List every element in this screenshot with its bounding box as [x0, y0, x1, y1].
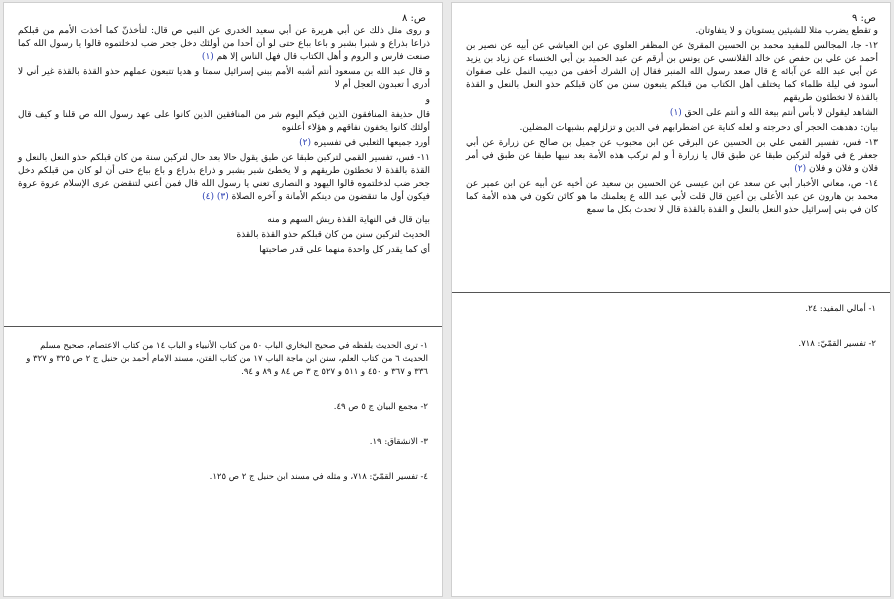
paragraph: بيان: دهدهت الحجر أي دحرجته و لعله كناية عن اضطرابهم في الدين و تزلزلهم بشبهات المضلين. [519, 123, 878, 133]
page-body [18, 25, 430, 259]
footnote-separator [452, 292, 890, 293]
footnote-ref[interactable]: (٤) [202, 192, 214, 202]
paragraph: و قال عبد الله بن مسعود أنتم أشبه الأمم ببني إسرائيل سمتا و هديا تتبعون عملهم حذو القذة بالقذة غير أني لا أدري أ تعبدون العجل أم لا [18, 67, 430, 90]
paragraph: و تقطع يضرب مثلا للشيئين يستويان و لا يتفاوتان. [695, 26, 878, 36]
paragraph: ١٤- ص، معاني الأخبار أبي عن سعد عن ابن عيسى عن الحسين بن سعيد عن أخيه عن أبيه عن ابن عمير عن محمد بن هارون عن عبد الأعلى بن أعين قال قلت لأبي عبد الله ع يعلمنك ما هو كائن تكون في هذه الأمة كما كان في بني إسرائيل حذو النعل بالنعل و القذة بالقذة قال لا تحدث بكل ما سمع [466, 179, 878, 215]
paragraph: و روى مثل ذلك عن أبي هريرة عن أبي سعيد الخدري عن النبي ص قال: لتأخذنّ كما أخذت الأمم من قبلكم ذراعا بذراع و شبرا بشبر و باعا بباع حتى لو أن أحدا من أولئك دخل جحر ضب لدخلتموه قالوا يا رسول الله كما صنعت فارس و الروم و أهل الكتاب قال فهل الناس إلا هم (١) [18, 26, 430, 62]
paragraph: أورد جميعها الثعلبي في تفسيره (٢) [299, 138, 430, 148]
footnote-separator [4, 326, 442, 327]
paragraph: أي كما يقدر كل واحدة منهما على قدر صاحبتها [259, 245, 430, 255]
paragraph: الشاهد ليقولن لا بأس أنتم بيعة الله و أنتم على الحق (١) [669, 108, 878, 118]
footnote-ref[interactable]: (٢) [299, 138, 311, 148]
page-number: ص: ٨ [402, 13, 427, 24]
paragraph: ١٣- فس، تفسير القمي علي بن الحسين عن البرقي عن ابن محبوب عن جميل بن صالح عن زرارة عن أبي جعفر ع في قوله لتركبن طبقا عن طبق قال يا زرارة أ و لم تركب هذه الأمة بعد نبيها طبقا عن طبق في أمر فلان و فلان و فلان (٢) [466, 138, 878, 174]
footnotes [466, 303, 876, 373]
footnote-ref[interactable]: (١) [669, 108, 682, 118]
footnotes [18, 340, 428, 506]
footnote: ٢- مجمع البيان ج ٥ ص ٤٩. [333, 402, 428, 412]
footnote: ١- ترى الحديث بلفظه في صحيح البخاري الباب ٥٠ من كتاب الأنبياء و الباب ١٤ من كتاب الاعتصام، صحيح مسلم الحديث ٦ من كتاب العلم، سنن ابن ماجة الباب ١٧ من كتاب الفتن، مسند الامام أحمد بن حنبل ج ٢ ص ٣٢٥ و ٣٢٧ و ٣٣٦ و ٣٦٧ و ٤٥٠ و ٥١١ و ٥٢٧ ج ٣ ص ٨٤ و ٨٩ و ٩٤. [26, 341, 428, 377]
footnote-ref[interactable]: (١) [201, 52, 214, 62]
right-page [451, 2, 891, 597]
paragraph: ١١- فس، تفسير القمي لتركبن طبقا عن طبق يقول حالا بعد حال لتركبن سنة من كان قبلكم حذو النعل بالنعل و القذة بالقذة لا تخطئون طريقهم و لا يخطئ شبر بشبر و ذراع بذراع و باع بباع حتى أن لو كان من قبلكم دخل جحر ضب لدخلتموه قالوا اليهود و النصارى تعني يا رسول الله قال فمن أعني لتنقضن عرى الإسلام عروة عروة فيكون أول ما تنقضون من دينكم الأمانة و آخره الصلاة (٣) (٤) [18, 153, 430, 202]
footnote: ١- أمالي المفيد: ٢٤. [805, 304, 876, 314]
footnote: ٣- الانشقاق: ١٩. [369, 437, 428, 447]
left-page [3, 2, 443, 597]
page-body [466, 25, 878, 219]
paragraph: ١٢- جا، المجالس للمفيد محمد بن الحسين المقرئ عن المظفر العلوي عن ابن العياشي عن أبيه عن نصير بن أحمد عن علي بن حفص عن خالد القلانسي عن يونس بن أرقم عن عبد الحميد بن أبي الخنساء عن زياد بن يزيد عن أبي عبد الله عن آبائه ع قال صعد رسول الله المنبر فقال إن الشرك أخفى من دبيب النمل على صفوان أسود في ليلة ظلماء كما يختلف أهل الكتاب من قبلكم يتبعون سنن من كان قبلكم حذو النعل بالنعل و القذة بالقذة لا تخطئون طريقهم [466, 41, 878, 103]
footnote-ref[interactable]: (٣) [216, 192, 229, 202]
paragraph: الحديث لتركبن سنن من كان قبلكم حذو القذة بالقذة [236, 230, 430, 240]
footnote-ref[interactable]: (٢) [794, 164, 807, 174]
paragraph: و [425, 95, 430, 105]
paragraph: قال حذيفة المنافقون الذين فيكم اليوم شر من المنافقين الذين كانوا على عهد رسول الله ص قلنا و كيف قال أولئك كانوا يخفون نفاقهم و هؤلاء أعلنوه [18, 110, 430, 133]
page-number: ص: ٩ [852, 13, 877, 24]
paragraph: بيان قال في النهاية القذة ريش السهم و منه [267, 215, 430, 225]
footnote: ٢- تفسير القمّيّ: ٧١٨. [798, 339, 876, 349]
footnote: ٤- تفسير القمّيّ: ٧١٨، و مثله في مسند ابن حنبل ج ٢ ص ١٢٥. [209, 472, 428, 482]
